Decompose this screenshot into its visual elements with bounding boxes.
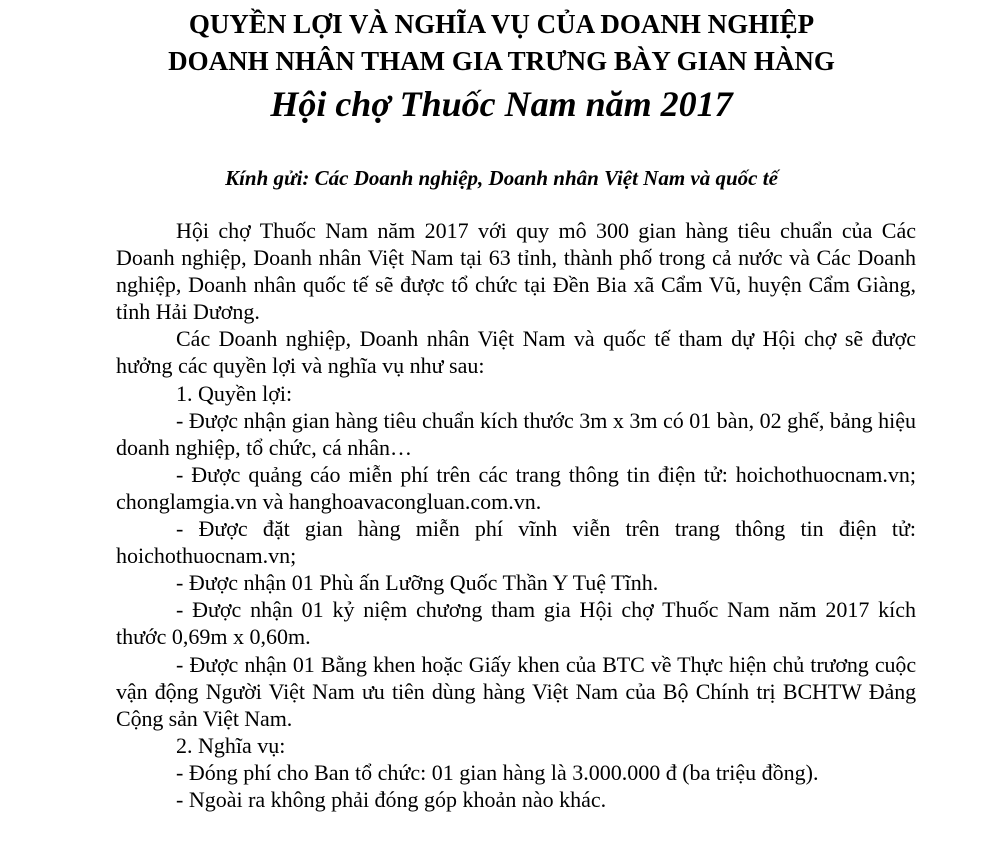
- intro-paragraph: Hội chợ Thuốc Nam năm 2017 với quy mô 300 gian hàng tiêu chuẩn của Các Doanh nghiệp, Doanh nhân Việt Nam tại 63 tỉnh, thành phố trong cả nước và Các Doanh nghiệp, Doanh nhân quốc tế sẽ được tổ chức tại Đền Bia xã Cẩm Vũ, huyện Cẩm Giàng, tỉnh Hải Dương.: [116, 218, 916, 325]
- document-subtitle: Hội chợ Thuốc Nam năm 2017: [270, 84, 733, 124]
- greeting-line: Kính gửi: Các Doanh nghiệp, Doanh nhân Việt Nam và quốc tế: [225, 166, 778, 190]
- rights-item-booth: - Được nhận gian hàng tiêu chuẩn kích thước 3m x 3m có 01 bàn, 02 ghế, bảng hiệu doanh nghiệp, tổ chức, cá nhân…: [116, 407, 916, 460]
- rights-item-online-booth: - Được đặt gian hàng miễn phí vĩnh viễn trên trang thông tin điện tử: hoichothuocnam.vn;: [116, 516, 916, 569]
- obligations-item-fee: - Đóng phí cho Ban tổ chức: 01 gian hàng là 3.000.000 đ (ba triệu đồng).: [176, 759, 819, 785]
- rights-item-seal: - Được nhận 01 Phù ấn Lưỡng Quốc Thần Y Tuệ Tĩnh.: [176, 570, 659, 596]
- rights-item-medal: - Được nhận 01 kỷ niệm chương tham gia Hội chợ Thuốc Nam năm 2017 kích thước 0,69m x 0,60m.: [116, 597, 916, 650]
- document-body: [116, 217, 916, 813]
- obligations-item-no-other: - Ngoài ra không phải đóng góp khoản nào khác.: [176, 786, 607, 812]
- rights-item-advertising: - Được quảng cáo miễn phí trên các trang thông tin điện tử: hoichothuocnam.vn; chonglamgia.vn và hanghoavacongluan.com.vn.: [116, 461, 916, 514]
- rights-item-certificate: - Được nhận 01 Bằng khen hoặc Giấy khen của BTC về Thực hiện chủ trương cuộc vận động Người Việt Nam ưu tiên dùng hàng Việt Nam của Bộ Chính trị BCHTW Đảng Cộng sản Việt Nam.: [116, 651, 916, 731]
- document-title-line-2: DOANH NHÂN THAM GIA TRƯNG BÀY GIAN HÀNG: [168, 46, 835, 76]
- rights-heading: 1. Quyền lợi:: [176, 380, 293, 406]
- obligations-heading: 2. Nghĩa vụ:: [176, 732, 286, 758]
- participation-paragraph: Các Doanh nghiệp, Doanh nhân Việt Nam và quốc tế tham dự Hội chợ sẽ được hưởng các quyền lợi và nghĩa vụ như sau:: [116, 326, 916, 379]
- document-title-line-1: QUYỀN LỢI VÀ NGHĨA VỤ CỦA DOANH NGHIỆP: [188, 9, 815, 39]
